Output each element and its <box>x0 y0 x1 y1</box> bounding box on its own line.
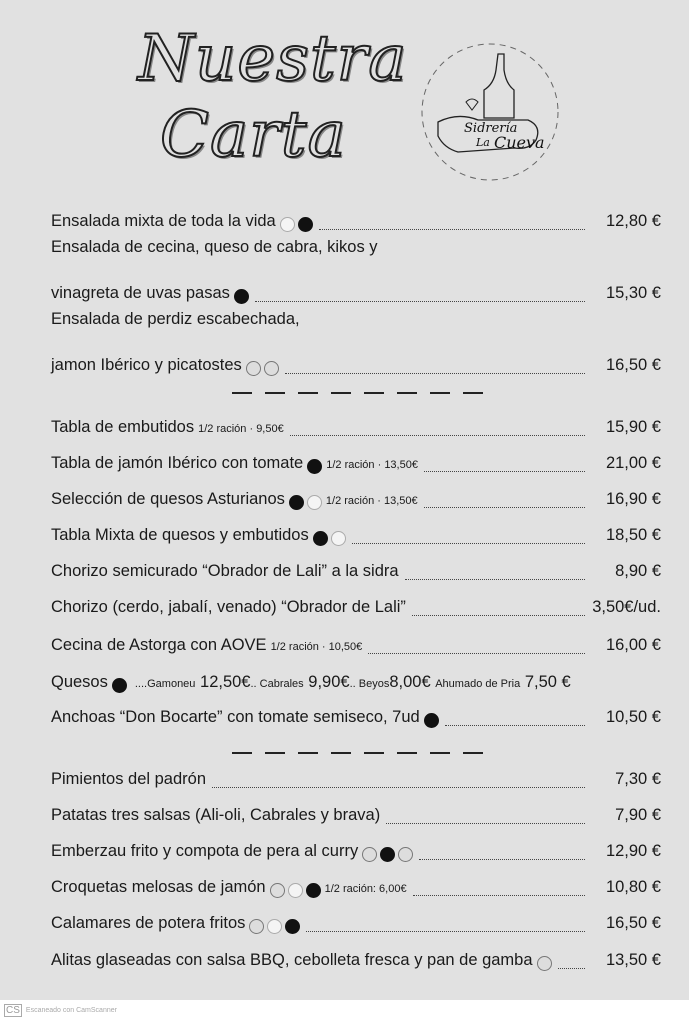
menu-item-quesos: Quesos .... Gamoneu 12,50€ .. Cabrales 9,90€ .. Beyos 8,00€ Ahumado de Pria 7,50 € <box>51 673 571 691</box>
allergen-milk-icon <box>112 678 127 693</box>
dot-leader <box>352 543 585 544</box>
allergen-egg-icon <box>264 361 279 376</box>
svg-text:La: La <box>476 136 490 149</box>
allergen-egg-icon <box>249 919 264 934</box>
allergen-fish-icon <box>424 713 439 728</box>
half-portion-note: 1/2 ración · 13,50€ <box>326 459 418 471</box>
allergen-milk-icon <box>306 883 321 898</box>
menu-item <box>51 418 661 442</box>
item-price: 3,50€/ud. <box>592 598 661 616</box>
item-name: Pimientos del padrón <box>51 770 207 788</box>
menu-item-anchoas <box>51 708 661 732</box>
item-name: Quesos <box>51 673 108 691</box>
dot-leader <box>412 615 585 616</box>
queso-price: 12,50€ <box>200 673 251 691</box>
menu-item <box>51 490 661 514</box>
queso-label: Ahumado de Pria <box>435 678 521 690</box>
item-price: 15,30 € <box>605 284 661 302</box>
item-price: 10,80 € <box>605 878 661 896</box>
item-name: Tabla de jamón Ibérico con tomate <box>51 454 304 472</box>
item-price: 12,80 € <box>605 212 661 230</box>
menu-item <box>51 914 661 938</box>
menu-item <box>51 212 661 236</box>
menu-item <box>51 951 661 975</box>
item-price: 7,30 € <box>615 770 661 788</box>
item-name: Croquetas melosas de jamón <box>51 878 266 896</box>
menu-item-line <box>51 310 661 334</box>
sidreria-logo <box>418 40 562 184</box>
allergen-egg-icon <box>537 956 552 971</box>
allergen-milk-icon <box>289 495 304 510</box>
menu-item <box>51 284 661 308</box>
item-name: Patatas tres salsas (Ali-oli, Cabrales y brava) <box>51 806 381 824</box>
queso-label: Cabrales <box>259 678 304 690</box>
item-price: 10,50 € <box>605 708 661 726</box>
queso-price: 7,50 € <box>524 673 571 691</box>
section-divider <box>232 392 483 394</box>
item-price: 12,90 € <box>605 842 661 860</box>
item-price: 16,50 € <box>605 914 661 932</box>
item-name: Tabla de embutidos <box>51 418 195 436</box>
dot-leader <box>445 725 585 726</box>
half-portion-note: 1/2 ración · 10,50€ <box>270 641 363 653</box>
item-name-prefix: Ensalada de perdiz escabechada, <box>51 310 300 328</box>
half-portion-note: 1/2 ración: 6,00€ <box>324 883 407 895</box>
item-name: Alitas glaseadas con salsa BBQ, cebolleta fresca y pan de gamba <box>51 951 533 969</box>
allergen-egg-icon <box>246 361 261 376</box>
queso-label: Beyos <box>358 678 390 690</box>
dot-leader <box>290 435 585 436</box>
item-name: Chorizo (cerdo, jabalí, venado) “Obrador de Lali” <box>51 598 406 616</box>
queso-price: 8,00€ <box>389 673 431 691</box>
allergen-milk-icon <box>285 919 300 934</box>
item-name: Emberzau frito y compota de pera al curry <box>51 842 359 860</box>
item-name: Calamares de potera fritos <box>51 914 246 932</box>
dot-leader <box>424 507 585 508</box>
dot-leader <box>306 931 585 932</box>
menu-item <box>51 878 661 902</box>
item-price: 16,50 € <box>605 356 661 374</box>
menu-item <box>51 770 661 794</box>
allergen-milk-icon <box>380 847 395 862</box>
dot-leader <box>212 787 585 788</box>
item-name-prefix: Ensalada de cecina, queso de cabra, kikos y <box>51 238 378 256</box>
dot-leader <box>424 471 585 472</box>
half-portion-note: 1/2 ración · 13,50€ <box>325 495 418 507</box>
item-price: 16,90 € <box>605 490 661 508</box>
half-portion-note: 1/2 ración · 9,50€ <box>198 423 284 435</box>
menu-item <box>51 636 661 660</box>
item-price: 8,90 € <box>615 562 661 580</box>
menu-item <box>51 356 661 380</box>
item-price: 13,50 € <box>605 951 661 969</box>
menu-item <box>51 842 661 866</box>
allergen-milk-icon <box>234 289 249 304</box>
menu-item <box>51 598 661 622</box>
queso-price: 9,90€ <box>308 673 350 691</box>
menu-item <box>51 526 661 550</box>
dot-leader <box>319 229 585 230</box>
logo-text-sidreria: Sidrería <box>464 121 518 136</box>
item-name: Ensalada mixta de toda la vida <box>51 212 276 230</box>
dot-leader <box>413 895 585 896</box>
camscanner-badge: CS <box>6 1005 20 1016</box>
item-name: vinagreta de uvas pasas <box>51 284 230 302</box>
allergen-egg-icon <box>398 847 413 862</box>
item-price: 21,00 € <box>605 454 661 472</box>
allergen-milk-icon <box>298 217 313 232</box>
svg-text:Cueva: Cueva <box>494 133 545 152</box>
dot-leader <box>255 301 585 302</box>
allergen-gluten-icon <box>280 217 295 232</box>
allergen-egg-icon <box>362 847 377 862</box>
dot-leader <box>558 968 585 969</box>
dot-leader <box>285 373 585 374</box>
item-name: Cecina de Astorga con AOVE <box>51 636 267 654</box>
item-price: 15,90 € <box>605 418 661 436</box>
allergen-gluten-icon <box>331 531 346 546</box>
item-price: 7,90 € <box>615 806 661 824</box>
item-price: 16,00 € <box>605 636 661 654</box>
item-name: Tabla Mixta de quesos y embutidos <box>51 526 309 544</box>
item-name: Chorizo semicurado “Obrador de Lali” a la sidra <box>51 562 399 580</box>
queso-label: Gamoneu <box>147 678 196 690</box>
menu-title-line1: Nuestra <box>138 22 408 96</box>
dot-leader <box>419 859 585 860</box>
allergen-gluten-icon <box>267 919 282 934</box>
scanner-watermark <box>4 1004 117 1017</box>
item-name: Selección de quesos Asturianos <box>51 490 285 508</box>
allergen-milk-icon <box>307 459 322 474</box>
dot-leader <box>368 653 585 654</box>
menu-item <box>51 454 661 478</box>
allergen-gluten-icon <box>288 883 303 898</box>
section-divider <box>232 752 483 754</box>
allergen-egg-icon <box>270 883 285 898</box>
menu-title-line2: Carta <box>160 98 347 172</box>
camscanner-text: Escaneado con CamScanner <box>25 1007 117 1014</box>
menu-item-line <box>51 238 661 262</box>
item-price: 18,50 € <box>605 526 661 544</box>
allergen-gluten-icon <box>307 495 322 510</box>
item-name: Anchoas “Don Bocarte” con tomate semiseco, 7ud <box>51 708 420 726</box>
allergen-milk-icon <box>313 531 328 546</box>
dot-leader <box>386 823 585 824</box>
item-name: jamon Ibérico y picatostes <box>51 356 242 374</box>
menu-item <box>51 562 661 586</box>
dot-leader <box>405 579 585 580</box>
menu-item <box>51 806 661 830</box>
